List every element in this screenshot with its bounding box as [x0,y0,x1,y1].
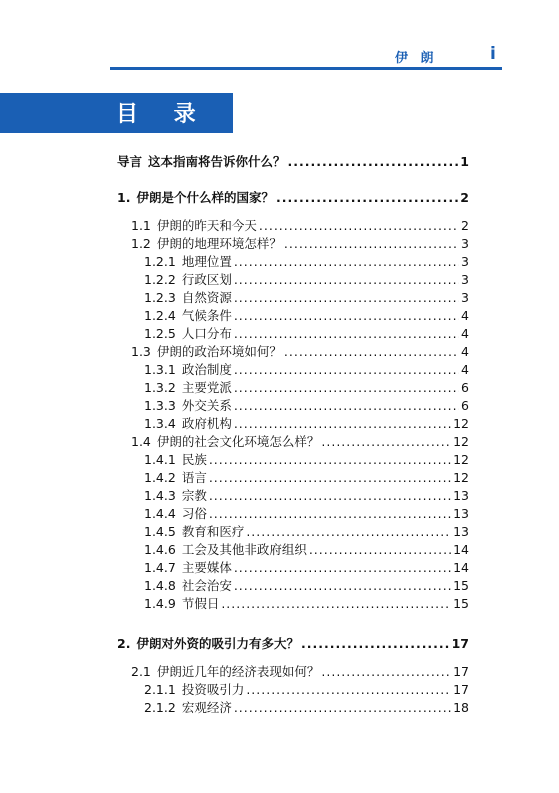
toc-leader-dots [234,254,459,269]
toc-number: 1.1 [131,218,151,233]
toc-leader-dots [246,682,451,697]
toc-leader-dots [234,272,459,287]
toc-leader-dots [321,664,451,679]
toc-number: 1.4.5 [144,524,176,539]
toc-title: 行政区划 [181,272,232,287]
toc-leader-dots [284,236,459,251]
toc-page: 15 [453,596,469,611]
toc-title: 习俗 [181,506,207,521]
toc-number: 1.2.5 [144,326,176,341]
toc-title: 自然资源 [181,290,232,305]
toc-entry[interactable] [144,288,469,306]
toc-page: 12 [453,434,469,449]
toc-number: 1.4.8 [144,578,176,593]
toc-page: 4 [461,308,469,323]
toc-entry[interactable] [144,252,469,270]
header-rule [110,67,502,70]
toc-leader-dots [234,560,451,575]
toc-entry[interactable] [144,396,469,414]
toc-page: 3 [461,236,469,251]
toc-leader-dots [284,344,459,359]
toc-title: 伊朗是个什么样的国家？ [136,190,274,205]
toc-entry[interactable] [144,270,469,288]
toc-number: 2.1.2 [144,700,176,715]
toc-leader-dots [309,542,451,557]
toc-page: 13 [453,506,469,521]
toc-number: 1.4.3 [144,488,176,503]
toc-title: 宗教 [181,488,207,503]
toc-page: 3 [461,290,469,305]
toc-title: 主要媒体 [181,560,232,575]
toc-leader-dots [221,596,451,611]
toc-number: 1.2.2 [144,272,176,287]
toc-leader-dots [234,398,459,413]
toc-page: 12 [453,416,469,431]
toc-leader-dots [234,416,451,431]
toc-number: 1.4 [131,434,151,449]
toc-title: 政治制度 [181,362,232,377]
running-header-title: 伊 朗 [395,51,438,66]
toc-number: 1.4.2 [144,470,176,485]
toc-leader-dots [246,524,451,539]
toc-number: 2.1.1 [144,682,176,697]
toc-leader-dots [321,434,451,449]
toc-page: 17 [451,636,469,651]
toc-leader-dots [209,506,451,521]
toc-leader-dots [276,190,458,205]
toc-page: 4 [461,344,469,359]
toc-entry[interactable] [144,540,469,558]
toc-page: 6 [461,380,469,395]
toc-leader-dots [234,380,459,395]
toc-title: 人口分布 [181,326,232,341]
toc-number: 导言 [117,154,143,169]
toc-title: 伊朗的社会文化环境怎么样？ [156,434,320,449]
toc-number: 2.1 [131,664,151,679]
toc-page: 15 [453,578,469,593]
toc-leader-dots [209,452,451,467]
toc-entry[interactable] [117,188,469,206]
toc-title: 气候条件 [181,308,232,323]
toc-title: 这本指南将告诉你什么？ [148,154,286,169]
running-header-page-number: i [490,44,496,64]
toc-entry[interactable] [144,522,469,540]
toc-page: 12 [453,452,469,467]
toc-page: 18 [453,700,469,715]
toc-page: 13 [453,488,469,503]
toc-title: 工会及其他非政府组织 [181,542,307,557]
toc-entry[interactable] [131,342,469,360]
toc-leader-dots [234,308,459,323]
toc-entry[interactable] [144,486,469,504]
toc-title: 外交关系 [181,398,232,413]
toc-number: 1.4.9 [144,596,176,611]
toc-page: 2 [461,218,469,233]
contents-title: 目 录 [116,102,210,127]
toc-title: 民族 [181,452,207,467]
toc-leader-dots [234,326,459,341]
toc-entry[interactable] [117,152,469,170]
toc-number: 1.3.3 [144,398,176,413]
toc-page: 4 [461,326,469,341]
toc-title: 伊朗对外资的吸引力有多大？ [136,636,299,651]
toc-entry[interactable] [144,306,469,324]
toc-page: 14 [453,542,469,557]
toc-leader-dots [234,700,451,715]
toc-title: 伊朗的地理环境怎样？ [156,236,282,251]
toc-entry[interactable] [131,216,469,234]
toc-leader-dots [234,362,459,377]
toc-title: 社会治安 [181,578,232,593]
toc-leader-dots [301,636,450,651]
toc-title: 主要党派 [181,380,232,395]
toc-entry[interactable] [144,558,469,576]
toc-title: 地理位置 [181,254,232,269]
toc-entry[interactable] [144,680,469,698]
toc-leader-dots [234,290,459,305]
toc-title: 伊朗的政治环境如何？ [156,344,282,359]
toc-page: 13 [453,524,469,539]
toc-page: 3 [461,272,469,287]
toc-entry[interactable] [144,324,469,342]
toc-number: 1.4.4 [144,506,176,521]
toc-entry[interactable] [144,360,469,378]
toc-number: 1.3.2 [144,380,176,395]
toc-number: 1.4.1 [144,452,176,467]
toc-number: 1.4.6 [144,542,176,557]
toc-leader-dots [288,154,459,169]
toc-leader-dots [259,218,459,233]
toc-number: 2. [117,636,131,651]
toc-entry[interactable] [131,432,469,450]
toc-number: 1.2.1 [144,254,176,269]
toc-entry[interactable] [144,450,469,468]
toc-entry[interactable] [144,576,469,594]
toc-title: 投资吸引力 [181,682,245,697]
toc-leader-dots [209,470,451,485]
toc-page: 6 [461,398,469,413]
toc-entry[interactable] [144,414,469,432]
toc-number: 1.3.1 [144,362,176,377]
toc-page: 2 [460,190,469,205]
toc-entry[interactable] [144,698,469,716]
toc-page: 12 [453,470,469,485]
toc-entry[interactable] [144,594,469,612]
toc-title: 语言 [181,470,207,485]
toc-page: 1 [460,154,469,169]
toc-entry[interactable] [117,634,469,652]
toc-number: 1.3 [131,344,151,359]
toc-title: 教育和医疗 [181,524,245,539]
toc-entry[interactable] [131,234,469,252]
toc-page: 17 [453,664,469,679]
toc-title: 节假日 [181,596,220,611]
toc-number: 1.2.4 [144,308,176,323]
toc-title: 伊朗近几年的经济表现如何？ [156,664,320,679]
toc-entry[interactable] [144,378,469,396]
toc-number: 1. [117,190,131,205]
toc-entry[interactable] [131,662,469,680]
toc-title: 伊朗的昨天和今天 [156,218,257,233]
toc-page: 3 [461,254,469,269]
toc-entry[interactable] [144,468,469,486]
toc-title: 政府机构 [181,416,232,431]
toc-entry[interactable] [144,504,469,522]
toc-leader-dots [234,578,451,593]
toc-page: 4 [461,362,469,377]
toc-leader-dots [209,488,451,503]
toc-number: 1.2.3 [144,290,176,305]
toc-page: 17 [453,682,469,697]
toc-number: 1.3.4 [144,416,176,431]
toc-page: 14 [453,560,469,575]
toc-number: 1.4.7 [144,560,176,575]
toc-title: 宏观经济 [181,700,232,715]
toc-number: 1.2 [131,236,151,251]
